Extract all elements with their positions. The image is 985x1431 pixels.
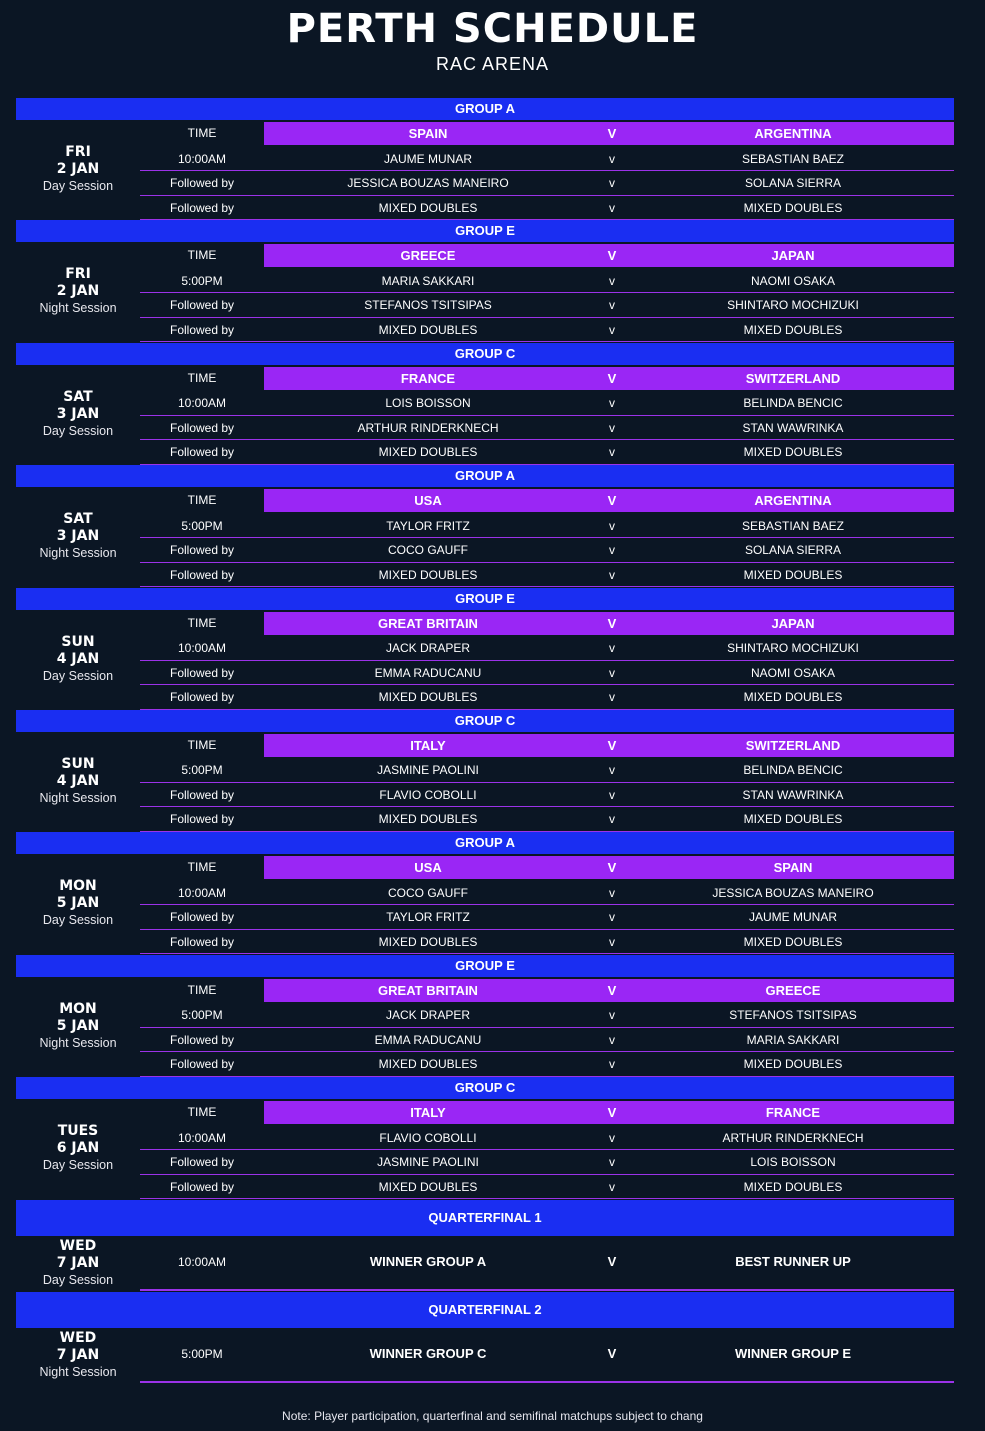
session-date: 7 JAN (56, 1346, 100, 1363)
home-player: MARIA SAKKARI (381, 273, 475, 288)
away-player: JESSICA BOUZAS MANEIRO (712, 885, 874, 900)
match-time: Followed by (169, 200, 235, 215)
home-player: MIXED DOUBLES (378, 1179, 478, 1194)
home-player: ARTHUR RINDERKNECH (357, 420, 499, 435)
session-block (16, 710, 954, 832)
session-label: Day Session (42, 179, 114, 193)
versus-label: V (607, 982, 617, 998)
away-player: BELINDA BENCIC (743, 763, 843, 778)
match-time: 5:00PM (181, 518, 223, 533)
time-column-header: TIME (187, 493, 217, 508)
match-time: Followed by (169, 567, 235, 582)
away-player: MIXED DOUBLES (743, 1057, 843, 1072)
away-player: MIXED DOUBLES (743, 445, 843, 460)
versus-label: v (609, 1032, 615, 1047)
versus-label: v (609, 322, 615, 337)
session-block (16, 220, 954, 342)
versus-label: v (609, 1155, 615, 1170)
versus-label: V (607, 1345, 617, 1361)
versus-label: V (607, 737, 617, 753)
session-day (16, 365, 140, 463)
session-day (16, 732, 140, 830)
away-player: STAN WAWRINKA (742, 420, 844, 435)
session-label: Night Session (39, 790, 117, 805)
match-row (140, 293, 954, 318)
time-column-header: TIME (187, 737, 217, 752)
quarterfinal-block (16, 1200, 954, 1292)
home-player: JASMINE PAOLINI (377, 1155, 479, 1170)
session-day (16, 610, 140, 708)
session-label: Night Session (39, 1035, 117, 1050)
session-day (16, 487, 140, 585)
home-player: LOIS BOISSON (385, 396, 471, 411)
versus-label: v (609, 934, 615, 949)
time-column-header: TIME (187, 370, 217, 385)
versus-label: v (609, 812, 615, 827)
match-time: Followed by (169, 690, 235, 705)
match-time: Followed by (169, 1179, 235, 1194)
match-time: Followed by (169, 787, 235, 802)
session-label: Day Session (42, 423, 114, 438)
versus-label: v (609, 273, 615, 288)
versus-label: v (609, 543, 615, 558)
match-row (140, 758, 954, 783)
match-time: 10:00AM (177, 151, 227, 166)
group-header: GROUP E (16, 220, 954, 242)
home-player: JACK DRAPER (385, 1008, 471, 1023)
match-time: 5:00PM (181, 763, 223, 778)
versus-label: v (609, 690, 615, 705)
match-row (140, 563, 954, 588)
versus-label: v (609, 567, 615, 582)
home-player: MIXED DOUBLES (378, 1057, 478, 1072)
day-of-week: SAT (63, 388, 93, 405)
quarterfinal-row (140, 1328, 954, 1383)
session-date: 3 JAN (56, 528, 100, 545)
session-label: Night Session (39, 301, 117, 316)
match-table (140, 1101, 954, 1199)
match-row (140, 1150, 954, 1175)
versus-label: v (609, 1057, 615, 1072)
group-header: GROUP C (16, 710, 954, 732)
home-player: EMMA RADUCANU (374, 665, 482, 680)
versus-label: v (609, 200, 615, 215)
session-label: Night Session (39, 1364, 117, 1379)
session-day (16, 1099, 140, 1197)
session-date: 7 JAN (56, 1254, 100, 1271)
away-player: SHINTARO MOCHIZUKI (727, 298, 859, 313)
match-row (140, 196, 954, 221)
match-row (140, 1003, 954, 1028)
match-row (140, 685, 954, 710)
match-row (140, 147, 954, 172)
tie-header-row (140, 612, 954, 637)
versus-label: v (609, 151, 615, 166)
versus-label: v (609, 445, 615, 460)
match-row (140, 514, 954, 539)
versus-label: V (607, 126, 617, 141)
match-row (140, 171, 954, 196)
home-player: TAYLOR FRITZ (386, 518, 470, 533)
match-row (140, 440, 954, 465)
match-table (140, 856, 954, 954)
time-column-header: TIME (187, 126, 217, 140)
day-of-week: SUN (61, 633, 95, 650)
time-column-header: TIME (187, 1105, 217, 1120)
match-time: 10:00AM (177, 1130, 227, 1145)
away-team: JAPAN (771, 248, 815, 264)
tie-header-row (140, 122, 954, 147)
home-team: SPAIN (408, 126, 448, 141)
session-date: 5 JAN (56, 1017, 100, 1034)
versus-label: v (609, 641, 615, 656)
session-block (16, 98, 954, 220)
home-player: TAYLOR FRITZ (386, 910, 470, 925)
match-row (140, 905, 954, 930)
session-date: 5 JAN (56, 895, 100, 912)
session-block (16, 465, 954, 587)
session-label: Day Session (42, 668, 114, 683)
session-date: 3 JAN (56, 405, 100, 422)
tie-header-row (140, 367, 954, 392)
tie-header-row (140, 489, 954, 514)
session-date: 2 JAN (56, 161, 100, 177)
home-player: FLAVIO COBOLLI (379, 787, 477, 802)
away-player: STAN WAWRINKA (742, 787, 844, 802)
home-player: MIXED DOUBLES (378, 567, 478, 582)
venue-subtitle: RAC ARENA (435, 54, 550, 74)
match-row (140, 783, 954, 808)
away-player: MIXED DOUBLES (743, 567, 843, 582)
versus-label: V (607, 1105, 617, 1121)
away-player: SOLANA SIERRA (744, 176, 842, 190)
away-team: SPAIN (773, 860, 813, 876)
time-column-header: TIME (187, 982, 217, 997)
away-slot: BEST RUNNER UP (735, 1253, 851, 1269)
versus-label: v (609, 885, 615, 900)
group-header: GROUP C (16, 343, 954, 365)
home-player: JAUME MUNAR (383, 151, 472, 166)
match-row (140, 636, 954, 661)
session-day (16, 977, 140, 1075)
home-player: EMMA RADUCANU (374, 1032, 482, 1047)
match-time: Followed by (169, 322, 235, 337)
match-time: 5:00PM (181, 273, 223, 288)
group-header: GROUP E (16, 955, 954, 977)
versus-label: V (607, 1253, 617, 1269)
match-table (140, 612, 954, 710)
match-time: 10:00AM (177, 1254, 227, 1269)
session-block (16, 588, 954, 710)
group-header: GROUP A (16, 832, 954, 854)
away-player: SHINTARO MOCHIZUKI (727, 641, 859, 656)
session-block (16, 955, 954, 1077)
day-of-week: WED (59, 1329, 97, 1346)
tie-header-row (140, 734, 954, 759)
match-row (140, 1028, 954, 1053)
home-player: JACK DRAPER (385, 641, 471, 656)
footer-note: Note: Player participation, quarterfinal and semifinal matchups subject to chang (282, 1409, 703, 1423)
match-row (140, 661, 954, 686)
session-day (16, 242, 140, 340)
home-player: MIXED DOUBLES (378, 934, 478, 949)
versus-label: v (609, 1008, 615, 1023)
versus-label: v (609, 518, 615, 533)
match-time: 5:00PM (181, 1346, 223, 1361)
away-team: JAPAN (771, 615, 815, 631)
day-of-week: FRI (65, 266, 91, 283)
match-time: 10:00AM (177, 885, 227, 900)
session-label: Day Session (42, 1158, 114, 1173)
home-team: GREAT BRITAIN (378, 615, 478, 631)
session-label: Day Session (42, 913, 114, 928)
versus-label: v (609, 763, 615, 778)
page-title: PERTH SCHEDULE (286, 6, 699, 52)
match-time: Followed by (169, 1057, 235, 1072)
group-header: GROUP A (16, 465, 954, 487)
session-date: 4 JAN (56, 650, 100, 667)
home-team: FRANCE (400, 370, 456, 386)
versus-label: V (607, 370, 617, 386)
match-time: Followed by (169, 1155, 235, 1170)
home-team: USA (414, 493, 442, 509)
match-table (140, 489, 954, 587)
away-team: GREECE (765, 982, 821, 998)
match-row (140, 1175, 954, 1200)
match-row (140, 930, 954, 955)
match-time: Followed by (169, 298, 235, 313)
away-player: NAOMI OSAKA (750, 273, 836, 288)
away-player: ARTHUR RINDERKNECH (722, 1130, 864, 1145)
tie-header-row (140, 979, 954, 1004)
session-block (16, 343, 954, 465)
match-table (140, 979, 954, 1077)
versus-label: v (609, 910, 615, 925)
versus-label: v (609, 665, 615, 680)
session-block (16, 1077, 954, 1199)
match-time: Followed by (169, 420, 235, 435)
versus-label: V (607, 615, 617, 631)
day-of-week: TUES (57, 1123, 99, 1140)
tie-header-row (140, 1101, 954, 1126)
home-player: COCO GAUFF (388, 543, 468, 558)
match-table (140, 734, 954, 832)
match-time: Followed by (169, 176, 235, 190)
quarterfinal-row (140, 1236, 954, 1291)
away-player: BELINDA BENCIC (743, 396, 843, 411)
home-player: MIXED DOUBLES (378, 322, 478, 337)
away-player: MIXED DOUBLES (743, 200, 843, 215)
session-day (16, 120, 140, 218)
home-player: MIXED DOUBLES (378, 690, 478, 705)
home-player: FLAVIO COBOLLI (379, 1130, 477, 1145)
session-day (16, 1328, 140, 1382)
match-time: Followed by (169, 910, 235, 925)
match-time: Followed by (169, 543, 235, 558)
day-of-week: FRI (65, 144, 91, 160)
away-player: MIXED DOUBLES (743, 322, 843, 337)
session-day (16, 1236, 140, 1290)
away-player: NAOMI OSAKA (750, 665, 836, 680)
away-player: SOLANA SIERRA (744, 543, 842, 558)
match-row (140, 538, 954, 563)
versus-label: v (609, 1179, 615, 1194)
group-header: GROUP C (16, 1077, 954, 1099)
match-time: Followed by (169, 445, 235, 460)
home-team: ITALY (410, 737, 446, 753)
match-row (140, 1126, 954, 1151)
match-time: 10:00AM (177, 396, 227, 411)
home-slot: WINNER GROUP C (369, 1345, 487, 1361)
schedule (16, 98, 954, 1384)
quarterfinal-header: QUARTERFINAL 2 (16, 1292, 954, 1328)
day-of-week: WED (59, 1237, 97, 1254)
match-time: 5:00PM (181, 1008, 223, 1023)
match-time: 10:00AM (177, 641, 227, 656)
match-row (140, 318, 954, 343)
quarterfinal-header: QUARTERFINAL 1 (16, 1200, 954, 1236)
away-slot: WINNER GROUP E (734, 1345, 852, 1361)
home-player: MIXED DOUBLES (378, 812, 478, 827)
day-of-week: SAT (63, 511, 93, 528)
home-team: GREAT BRITAIN (378, 982, 478, 998)
home-player: JASMINE PAOLINI (377, 763, 479, 778)
time-column-header: TIME (187, 248, 217, 263)
home-slot: WINNER GROUP A (369, 1253, 487, 1269)
session-label: Day Session (42, 1272, 114, 1287)
match-row (140, 391, 954, 416)
home-player: COCO GAUFF (388, 885, 468, 900)
home-player: JESSICA BOUZAS MANEIRO (347, 176, 509, 190)
time-column-header: TIME (187, 615, 217, 630)
quarterfinal-block (16, 1292, 954, 1384)
session-date: 2 JAN (56, 283, 100, 300)
home-player: MIXED DOUBLES (378, 200, 478, 215)
match-row (140, 807, 954, 832)
away-player: JAUME MUNAR (748, 910, 837, 925)
home-team: ITALY (410, 1105, 446, 1121)
match-time: Followed by (169, 1032, 235, 1047)
away-player: MARIA SAKKARI (746, 1032, 840, 1047)
day-of-week: SUN (61, 755, 95, 772)
versus-label: v (609, 1130, 615, 1145)
match-row (140, 881, 954, 906)
match-time: Followed by (169, 934, 235, 949)
session-date: 6 JAN (56, 1140, 100, 1157)
away-player: MIXED DOUBLES (743, 690, 843, 705)
versus-label: v (609, 396, 615, 411)
tie-header-row (140, 244, 954, 269)
match-time: Followed by (169, 665, 235, 680)
away-player: STEFANOS TSITSIPAS (729, 1008, 857, 1023)
home-player: STEFANOS TSITSIPAS (364, 298, 492, 313)
versus-label: v (609, 176, 615, 190)
match-table (140, 244, 954, 342)
versus-label: v (609, 298, 615, 313)
session-label: Night Session (39, 546, 117, 561)
away-player: LOIS BOISSON (750, 1155, 836, 1170)
away-player: SEBASTIAN BAEZ (741, 518, 845, 533)
match-table (140, 367, 954, 465)
match-time: Followed by (169, 812, 235, 827)
versus-label: v (609, 787, 615, 802)
versus-label: v (609, 420, 615, 435)
home-player: MIXED DOUBLES (378, 445, 478, 460)
away-team: FRANCE (765, 1105, 821, 1121)
match-row (140, 416, 954, 441)
match-row (140, 1052, 954, 1077)
away-team: ARGENTINA (754, 493, 832, 509)
match-table (140, 122, 954, 220)
match-row (140, 269, 954, 294)
away-team: SWITZERLAND (745, 370, 841, 386)
away-team: ARGENTINA (754, 126, 832, 141)
group-header: GROUP E (16, 588, 954, 610)
day-of-week: MON (59, 1000, 97, 1017)
away-player: MIXED DOUBLES (743, 812, 843, 827)
group-header: GROUP A (16, 98, 954, 120)
tie-header-row (140, 856, 954, 881)
versus-label: V (607, 860, 617, 876)
home-team: USA (414, 860, 442, 876)
away-player: MIXED DOUBLES (743, 934, 843, 949)
away-player: SEBASTIAN BAEZ (741, 151, 845, 166)
session-date: 4 JAN (56, 772, 100, 789)
away-team: SWITZERLAND (745, 737, 841, 753)
session-day (16, 854, 140, 952)
session-block (16, 832, 954, 954)
versus-label: V (607, 248, 617, 264)
home-team: GREECE (400, 248, 456, 264)
versus-label: V (607, 493, 617, 509)
day-of-week: MON (59, 878, 97, 895)
time-column-header: TIME (187, 860, 217, 875)
away-player: MIXED DOUBLES (743, 1179, 843, 1194)
